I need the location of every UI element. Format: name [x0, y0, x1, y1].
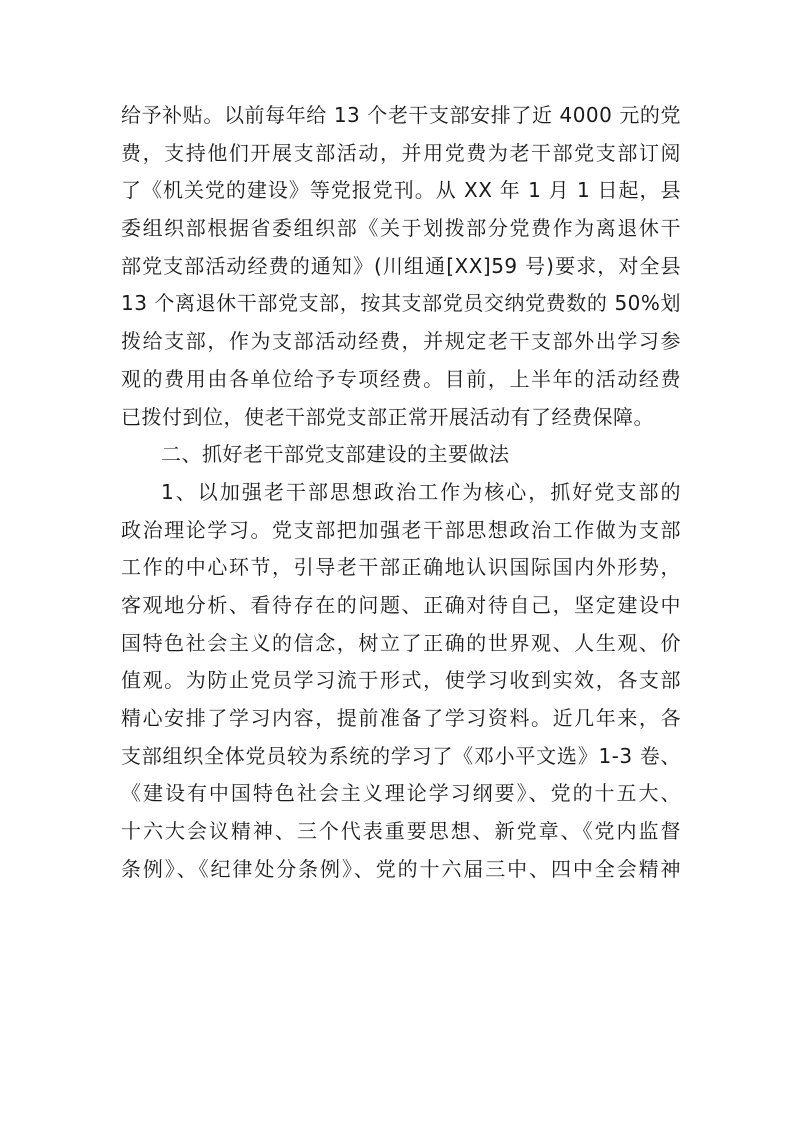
section-heading: 二、抓好老干部党支部建设的主要做法 — [161, 442, 510, 467]
text-line: 客观地分析、看待存在的问题、正确对待自己，坚定建设中 — [121, 592, 681, 617]
text-line: 了《机关党的建设》等党报党刊。从 XX 年 1 月 1 日起，县 — [121, 178, 681, 203]
text-line: 给予补贴。以前每年给 13 个老干支部安排了近 4000 元的党 — [121, 103, 681, 127]
document-body — [121, 97, 681, 888]
text-line: 部党支部活动经费的通知》(川组通[XX]59 号)要求，对全县 — [121, 253, 681, 278]
text-line: 政治理论学习。党支部把加强老干部思想政治工作做为支部 — [121, 517, 681, 542]
text-line: 条例》、《纪律处分条例》、党的十六届三中、四中全会精神 — [121, 856, 681, 881]
text-line: 拨给支部，作为支部活动经费，并规定老干支部外出学习参 — [121, 329, 681, 354]
text-line: 已拨付到位，使老干部党支部正常开展活动有了经费保障。 — [121, 404, 654, 429]
text-line: 国特色社会主义的信念，树立了正确的世界观、人生观、价 — [121, 630, 681, 655]
text-line: 十六大会议精神、三个代表重要思想、新党章、《党内监督 — [121, 819, 681, 844]
text-line: 工作的中心环节，引导老干部正确地认识国际国内外形势， — [121, 555, 681, 580]
text-line: 费，支持他们开展支部活动，并用党费为老干部党支部订阅 — [121, 140, 681, 165]
text-line: 《建设有中国特色社会主义理论学习纲要》、党的十五大、 — [121, 781, 681, 806]
text-line: 值观。为防止党员学习流于形式，使学习收到实效，各支部 — [121, 668, 681, 693]
text-line: 13 个离退休干部党支部，按其支部党员交纳党费数的 50%划 — [121, 291, 681, 316]
text-line: 观的费用由各单位给予专项经费。目前，上半年的活动经费 — [121, 366, 681, 391]
text-line: 精心安排了学习内容，提前准备了学习资料。近几年来，各 — [121, 706, 681, 730]
text-line: 支部组织全体党员较为系统的学习了《邓小平文选》1-3 卷、 — [121, 743, 681, 768]
text-line: 1、以加强老干部思想政治工作为核心，抓好党支部的 — [161, 479, 681, 504]
text-line: 委组织部根据省委组织部《关于划拨部分党费作为离退休干 — [121, 216, 681, 241]
